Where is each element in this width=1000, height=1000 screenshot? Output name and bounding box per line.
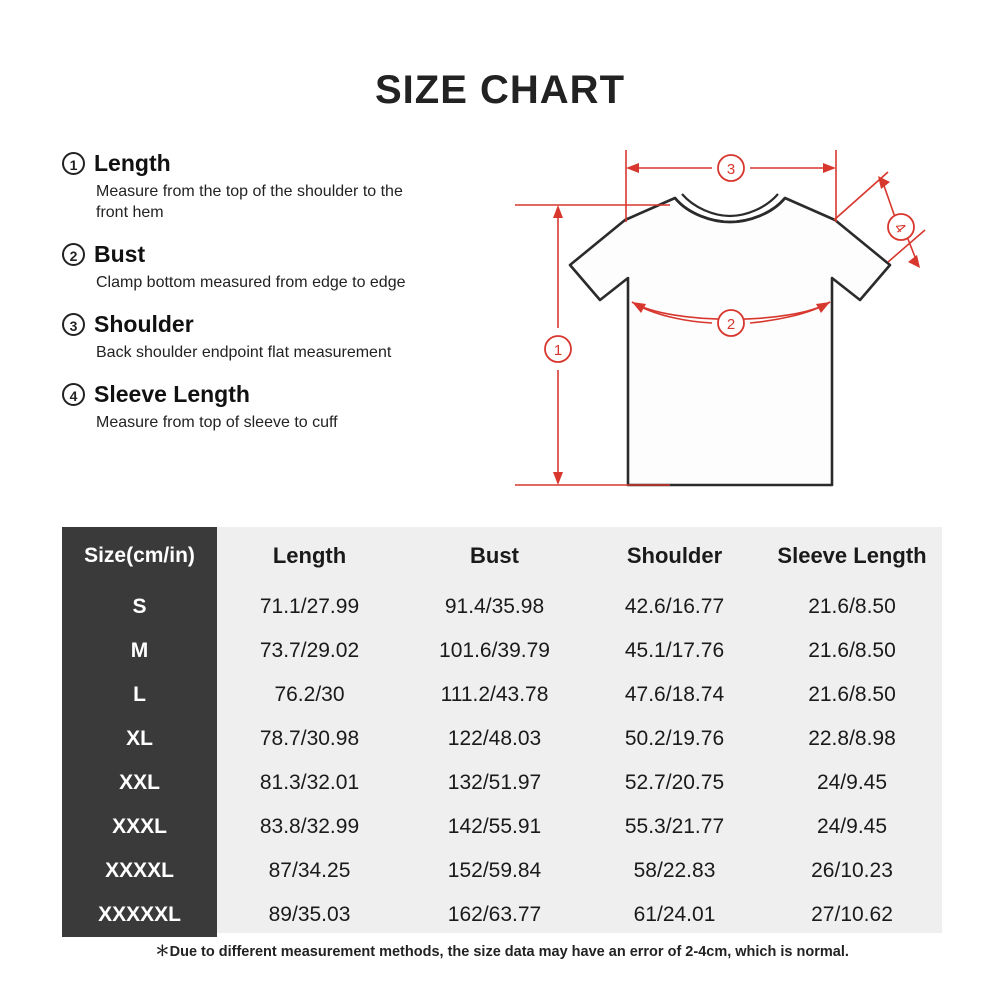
cell-bust: 142/55.91: [447, 815, 542, 838]
table-row: [62, 585, 942, 629]
cell-bust: 152/59.84: [447, 859, 542, 882]
col-header-size: Size(cm/in): [62, 527, 217, 585]
cell-length: 83.8/32.99: [259, 815, 360, 838]
legend-number-2: 2: [62, 243, 85, 266]
cell-size: XXXXXL: [62, 893, 217, 937]
cell-sleeve: 24/9.45: [816, 815, 888, 838]
col-header-shoulder: Shoulder: [626, 543, 723, 568]
cell-shoulder: 45.1/17.76: [624, 639, 725, 662]
cell-size: S: [62, 585, 217, 629]
col-header-sleeve-length: Sleeve Length: [777, 543, 927, 568]
size-table-wrapper: [62, 527, 942, 937]
measurement-legend: [62, 150, 412, 452]
cell-length: 78.7/30.98: [259, 727, 360, 750]
cell-shoulder: 52.7/20.75: [624, 771, 725, 794]
legend-label-sleeve-length: Sleeve Length: [94, 381, 250, 408]
cell-size: XXXXL: [62, 849, 217, 893]
legend-desc-bust: Clamp bottom measured from edge to edge: [96, 274, 406, 292]
cell-shoulder: 55.3/21.77: [624, 815, 725, 838]
size-table: [62, 527, 942, 937]
svg-text:2: 2: [726, 316, 736, 333]
cell-length: 87/34.25: [268, 859, 351, 882]
cell-length: 81.3/32.01: [259, 771, 360, 794]
cell-shoulder: 58/22.83: [633, 859, 716, 882]
diagram-marker-3: [718, 155, 744, 181]
legend-label-length: Length: [94, 150, 171, 176]
cell-bust: 111.2/43.78: [440, 683, 549, 706]
table-header-row: [62, 527, 942, 585]
table-row: [62, 893, 942, 937]
legend-item-sleeve-length: [62, 381, 412, 433]
table-row: [62, 673, 942, 717]
cell-length: 71.1/27.99: [259, 595, 360, 618]
legend-item-bust: [62, 241, 412, 293]
legend-number-1: 1: [62, 152, 85, 175]
cell-bust: 162/63.77: [447, 903, 542, 926]
tshirt-diagram: [420, 110, 980, 510]
cell-bust: 132/51.97: [447, 771, 542, 794]
cell-size: XXL: [62, 761, 217, 805]
cell-size: M: [62, 629, 217, 673]
table-row: [62, 717, 942, 761]
cell-sleeve: 24/9.45: [816, 771, 888, 794]
cell-size: XXXL: [62, 805, 217, 849]
table-row: [62, 761, 942, 805]
legend-label-shoulder: Shoulder: [94, 311, 194, 338]
cell-size: L: [62, 673, 217, 717]
legend-desc-shoulder: Back shoulder endpoint flat measurement: [96, 344, 392, 362]
cell-length: 73.7/29.02: [259, 639, 360, 662]
legend-number-3: 3: [62, 313, 85, 336]
legend-number-4: 4: [62, 383, 85, 406]
cell-shoulder: 42.6/16.77: [624, 595, 725, 618]
legend-item-length: [62, 150, 412, 223]
tshirt-shape: [570, 194, 890, 485]
cell-size: XL: [62, 717, 217, 761]
cell-shoulder: 50.2/19.76: [624, 727, 725, 750]
col-header-bust: Bust: [470, 543, 519, 568]
legend-desc-length: Measure from the top of the shoulder to the front hem: [96, 183, 403, 222]
legend-desc-sleeve-length: Measure from top of sleeve to cuff: [96, 414, 338, 432]
cell-sleeve: 27/10.62: [811, 903, 893, 926]
table-footnote: ＊Due to different measurement methods, the size data may have an error of 2-4cm, which is normal.: [155, 944, 849, 960]
table-row: [62, 805, 942, 849]
diagram-marker-1: [545, 336, 571, 362]
legend-label-bust: Bust: [94, 241, 146, 268]
cell-sleeve: 22.8/8.98: [808, 727, 896, 750]
cell-sleeve: 21.6/8.50: [808, 683, 896, 706]
cell-bust: 101.6/39.79: [439, 639, 550, 662]
table-row: [62, 849, 942, 893]
col-header-length: Length: [272, 543, 347, 568]
cell-length: 89/35.03: [268, 903, 351, 926]
diagram-marker-2: [718, 310, 744, 336]
legend-item-shoulder: [62, 311, 412, 363]
svg-text:4: 4: [890, 219, 910, 237]
cell-length: 76.2/30: [274, 683, 345, 706]
cell-sleeve: 21.6/8.50: [808, 639, 896, 662]
svg-text:3: 3: [726, 161, 736, 178]
cell-bust: 122/48.03: [447, 727, 542, 750]
table-row: [62, 629, 942, 673]
cell-bust: 91.4/35.98: [444, 595, 545, 618]
cell-sleeve: 21.6/8.50: [808, 595, 896, 618]
page-title: SIZE CHART: [375, 68, 625, 112]
diagram-marker-4: [888, 214, 914, 240]
cell-shoulder: 61/24.01: [633, 903, 716, 926]
cell-shoulder: 47.6/18.74: [624, 683, 725, 706]
svg-text:1: 1: [553, 342, 563, 359]
cell-sleeve: 26/10.23: [811, 859, 893, 882]
